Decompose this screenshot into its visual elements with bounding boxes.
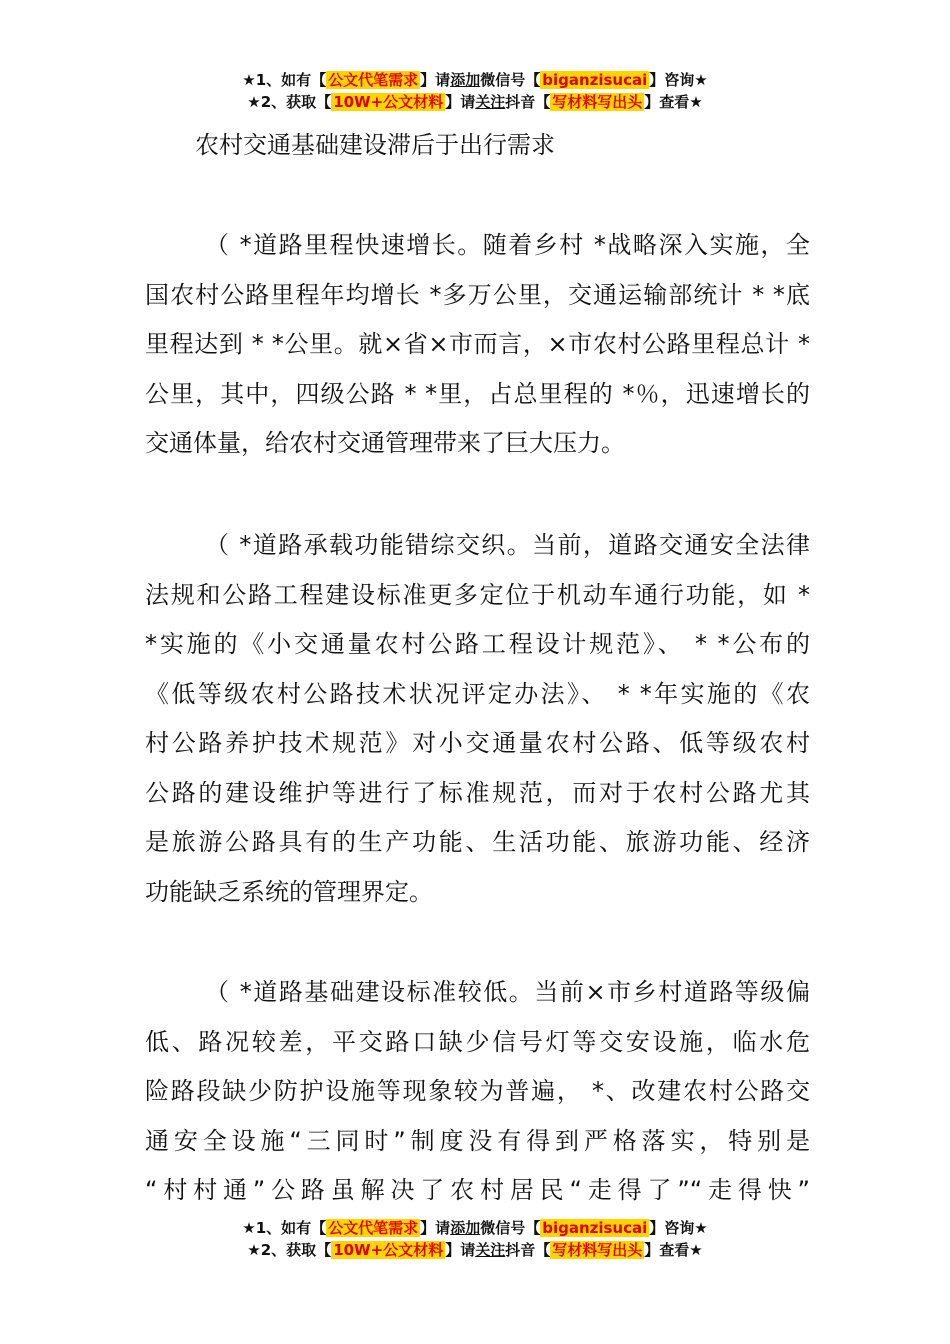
text-line: 村公路养护技术规范》对小交通量农村公路、低等级农村 xyxy=(145,729,810,757)
promo-text: ★1、如有【 xyxy=(242,71,327,89)
text-line: 国农村公路里程年均增长 *多万公里，交通运输部统计 * *底 xyxy=(145,280,810,309)
text-line: 法规和公路工程建设标准更多定位于机动车通行功能，如 * xyxy=(145,580,810,609)
highlight-materials: 10W+公文材料 xyxy=(333,93,444,111)
paragraph-infrastructure-standards xyxy=(145,968,810,1216)
highlight-materials: 10W+公文材料 xyxy=(333,1241,444,1259)
promo-text: 抖音【 xyxy=(505,93,551,111)
promo-text: 】咨询★ xyxy=(649,71,708,89)
document-heading: 农村交通基础建设滞后于出行需求 xyxy=(195,131,555,159)
underlined-text: 关注 xyxy=(475,1241,506,1259)
paragraph-road-functions xyxy=(145,521,810,917)
highlight-service: 公文代笔需求 xyxy=(328,1219,419,1237)
promo-text: 】请 xyxy=(420,1219,451,1237)
promo-text: 抖音【 xyxy=(505,1241,551,1259)
text-line: 功能缺乏系统的管理界定。 xyxy=(145,877,433,906)
promo-text: ★1、如有【 xyxy=(242,1219,327,1237)
promo-banner-top xyxy=(0,69,950,113)
highlight-douyin-id: 写材料写出头 xyxy=(552,93,643,111)
text-line: “村村通”公路虽解决了农村居民“走得了”“走得快” xyxy=(145,1176,810,1204)
highlight-wechat-id: biganzisucai xyxy=(542,1219,648,1237)
promo-line-2 xyxy=(0,1239,950,1261)
underlined-text: 关注 xyxy=(475,93,506,111)
promo-text: ★2、获取【 xyxy=(247,1241,332,1259)
text-line: （ *道路承载功能错综交织。当前，道路交通安全法律 xyxy=(205,531,810,559)
promo-text: 微信号【 xyxy=(480,1219,541,1237)
text-line: 通安全设施“三同时”制度没有得到严格落实，特别是 xyxy=(145,1126,810,1155)
underlined-text: 添加 xyxy=(450,1219,481,1237)
highlight-service: 公文代笔需求 xyxy=(328,71,419,89)
underlined-text: 添加 xyxy=(450,71,481,89)
text-line: （ *道路基础建设标准较低。当前×市乡村道路等级偏 xyxy=(205,978,810,1006)
text-line: 《低等级农村公路技术状况评定办法》、 * *年实施的《农 xyxy=(145,679,810,708)
promo-line-1 xyxy=(0,1217,950,1239)
text-line: 里程达到 * *公里。就×省×市而言，×市农村公路里程总计 * xyxy=(145,330,810,358)
promo-text: 】查看★ xyxy=(644,93,703,111)
promo-text: ★2、获取【 xyxy=(247,93,332,111)
promo-text: 】请 xyxy=(445,93,476,111)
promo-line-1 xyxy=(0,69,950,91)
text-line: 低、路况较差，平交路口缺少信号灯等交安设施，临水危 xyxy=(145,1027,810,1056)
promo-text: 】请 xyxy=(420,71,451,89)
promo-banner-bottom xyxy=(0,1217,950,1261)
highlight-wechat-id: biganzisucai xyxy=(542,71,648,89)
promo-text: 】咨询★ xyxy=(649,1219,708,1237)
highlight-douyin-id: 写材料写出头 xyxy=(552,1241,643,1259)
text-line: 是旅游公路具有的生产功能、生活功能、旅游功能、经济 xyxy=(145,828,810,856)
promo-line-2 xyxy=(0,91,950,113)
text-line: 公路的建设维护等进行了标准规范，而对于农村公路尤其 xyxy=(145,778,810,807)
promo-text: 】查看★ xyxy=(644,1241,703,1259)
text-line: *实施的《小交通量农村公路工程设计规范》、 * *公布的 xyxy=(145,630,810,658)
text-line: 公里，其中，四级公路 * *里，占总里程的 *％，迅速增长的 xyxy=(145,379,810,408)
text-line: （ *道路里程快速增长。随着乡村 *战略深入实施，全 xyxy=(205,231,810,259)
promo-text: 微信号【 xyxy=(480,71,541,89)
paragraph-road-mileage xyxy=(145,221,810,469)
text-line: 交通体量，给农村交通管理带来了巨大压力。 xyxy=(145,429,625,457)
promo-text: 】请 xyxy=(445,1241,476,1259)
text-line: 险路段缺少防护设施等现象较为普遍， *、改建农村公路交 xyxy=(145,1077,810,1105)
